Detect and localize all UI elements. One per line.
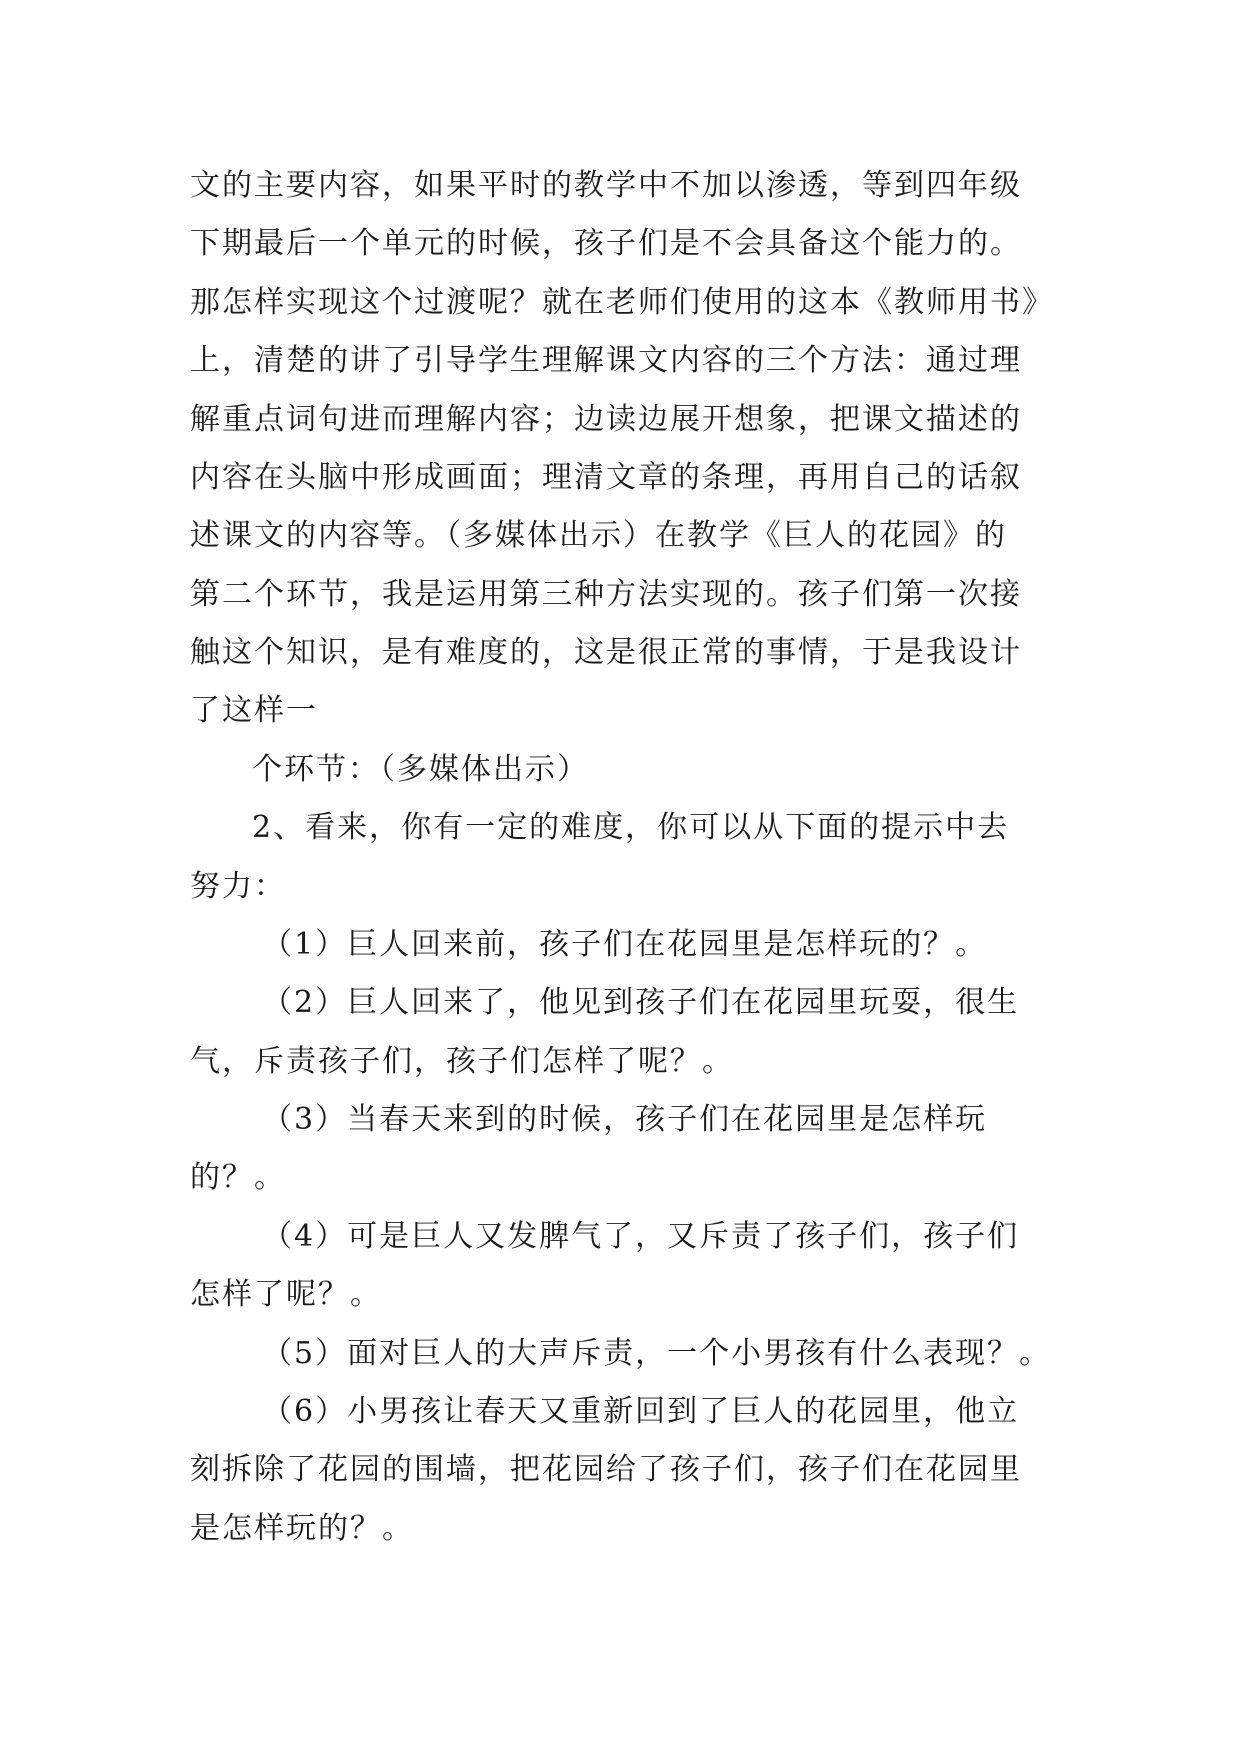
text-line: 努力：: [190, 869, 286, 904]
text-line: 解重点词句进而理解内容；边读边展开想象，把课文描述的: [190, 402, 1022, 437]
text-line: 气，斥责孩子们，孩子们怎样了呢？。: [190, 1044, 734, 1079]
text-line: 第二个环节，我是运用第三种方法实现的。孩子们第一次接: [190, 577, 1022, 612]
list-item: （6）小男孩让春天又重新回到了巨人的花园里，他立: [262, 1394, 1020, 1429]
text-line: 触这个知识，是有难度的，这是很正常的事情，于是我设计: [190, 635, 1022, 670]
list-item: （2）巨人回来了，他见到孩子们在花园里玩耍，很生: [262, 985, 1020, 1020]
text-line: 的？。: [190, 1160, 286, 1195]
text-line: 上，清楚的讲了引导学生理解课文内容的三个方法：通过理: [190, 343, 1022, 378]
list-item: （3）当春天来到的时候，孩子们在花园里是怎样玩: [262, 1102, 988, 1137]
text-line: 了这样一: [190, 693, 318, 728]
text-line: 下期最后一个单元的时候，孩子们是不会具备这个能力的。: [190, 226, 1022, 261]
text-line: 个环节：（多媒体出示）: [252, 752, 589, 787]
text-line: 文的主要内容，如果平时的教学中不加以渗透，等到四年级: [190, 168, 1022, 203]
text-line: 述课文的内容等。（多媒体出示）在教学《巨人的花园》的: [190, 518, 1007, 553]
text-line: 怎样了呢？。: [190, 1277, 382, 1312]
text-line: 内容在头脑中形成画面；理清文章的条理，再用自己的话叙: [190, 460, 1022, 495]
list-item: （5）面对巨人的大声斥责，一个小男孩有什么表现？。: [262, 1336, 1052, 1371]
list-item: （4）可是巨人又发脾气了，又斥责了孩子们，孩子们: [262, 1219, 1020, 1254]
text-line: 刻拆除了花园的围墙，把花园给了孩子们，孩子们在花园里: [190, 1452, 1022, 1487]
text-line: 是怎样玩的？。: [190, 1511, 414, 1546]
text-line: 2、看来，你有一定的难度，你可以从下面的提示中去: [252, 810, 1010, 845]
list-item: （1）巨人回来前，孩子们在花园里是怎样玩的？。: [262, 927, 988, 962]
text-line: 那怎样实现这个过渡呢？就在老师们使用的这本《教师用书》: [190, 285, 1054, 320]
